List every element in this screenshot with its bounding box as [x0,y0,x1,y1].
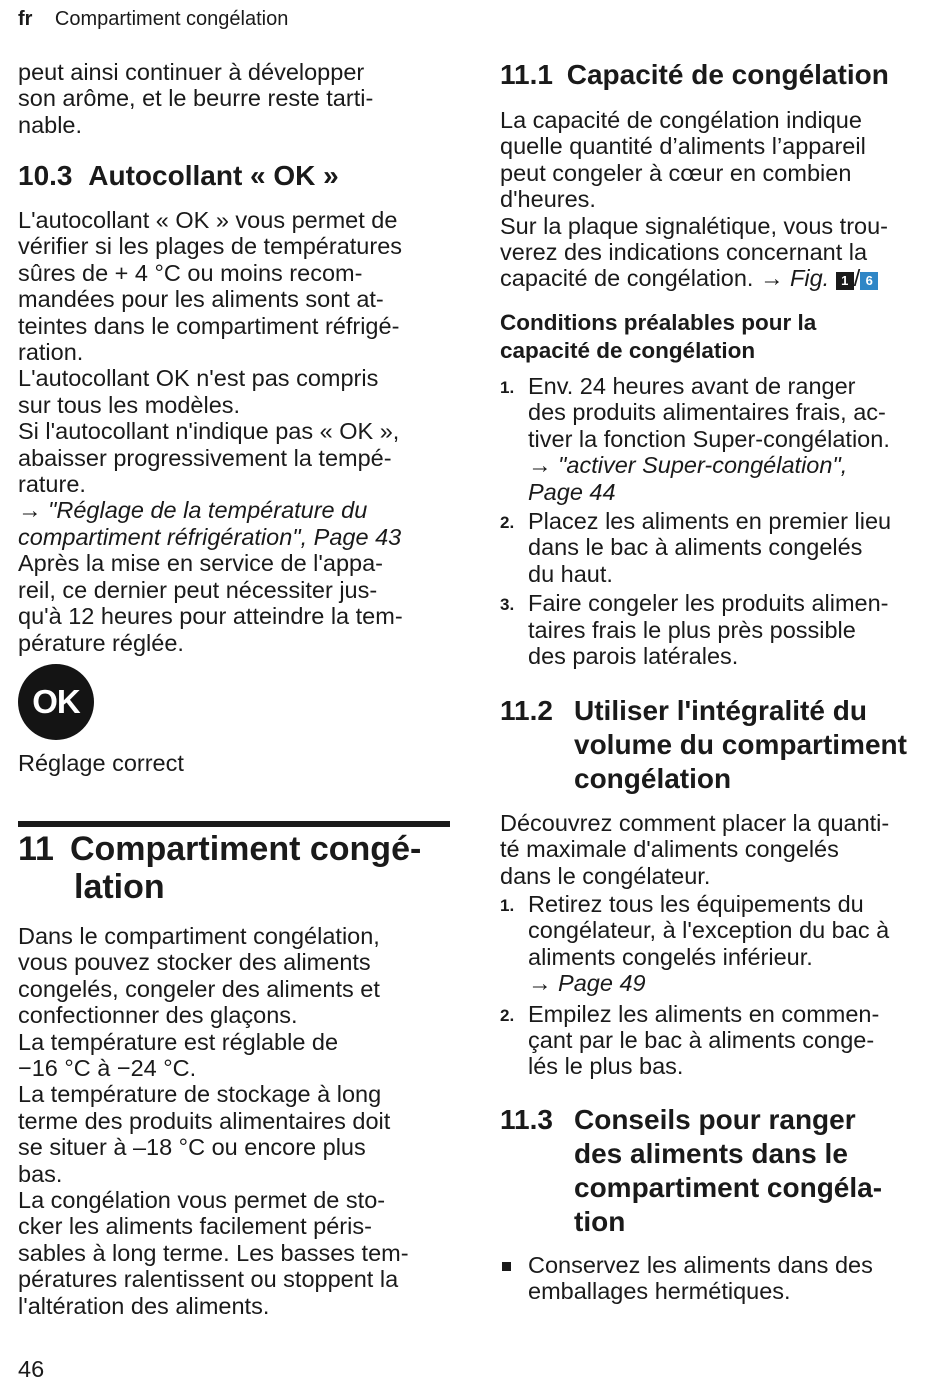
text-line: du haut. [528,560,613,587]
text-line: La congélation vous permet de sto- [18,1187,386,1214]
text-line: Découvrez comment placer la quanti- [500,810,890,836]
text-line: −16 °C à −24 °C. [18,1055,197,1082]
text-line: Placez les aliments en premier lieu [528,508,892,535]
text-line: nable. [18,111,83,138]
text-line: congelés, congeler des aliments et [18,975,380,1002]
text-line: d'heures. [500,186,596,213]
section-title: Autocollant « OK » [88,160,339,191]
figure-separator: / [853,265,861,292]
section-title-line: congélation [574,763,732,794]
chapter-11-body [18,923,458,1319]
text-line: Dans le compartiment congélation, [18,923,380,949]
ok-caption: Réglage correct [18,750,184,776]
text-line: vous pouvez stocker des aliments [18,949,371,976]
text-line: se situer à –18 °C ou encore plus [18,1134,366,1161]
text-line: congélateur, à l'exception du bac à [528,917,890,944]
intro-paragraph [18,59,458,138]
text-line: rature. [18,471,86,498]
text-line: peut ainsi continuer à développer [18,59,365,85]
section-title-line: Utiliser l'intégralité du [574,695,867,726]
text-line: teintes dans le compartiment réfrigé- [18,312,400,339]
text-line: terme des produits alimentaires doit [18,1107,391,1134]
section-title-line: des aliments dans le [574,1138,848,1169]
text-line: emballages hermétiques. [528,1278,791,1305]
text-line: La température est réglable de [18,1028,339,1055]
step-item [500,590,940,669]
text-line: peut congeler à cœur en combien [500,159,852,186]
step-number: 2. [500,513,515,533]
section-10-3-heading [18,160,339,192]
bullet-square-icon [502,1262,511,1271]
text-line: Conservez les aliments dans des [528,1252,873,1278]
text-line: quelle quantité d’aliments l’appareil [500,133,866,160]
chapter-number: 11 [18,830,54,868]
text-line: Sur la plaque signalétique, vous trou- [500,212,888,239]
cross-reference-link[interactable]: → Page 49 [528,970,646,997]
text-line: Retirez tous les équipements du [528,891,864,917]
text-line: cker les aliments facilement péris- [18,1213,372,1240]
running-header [18,8,288,31]
text-line: dans le congélateur. [500,862,711,889]
text-fragment: capacité de congélation. [500,265,754,292]
figure-number-badge[interactable]: 6 [860,272,878,290]
section-number: 11.1 [500,59,553,90]
chapter-11-heading [18,830,458,906]
text-line: pératures ralentissent ou stoppent la [18,1266,399,1293]
section-11-3-heading [500,1103,945,1239]
text-line: lés le plus bas. [528,1053,684,1080]
text-line: pérature réglée. [18,629,184,656]
figure-reference-link[interactable]: → Fig. [760,265,830,292]
section-11-1-body [500,107,940,292]
text-line: verez des indications concernant la [500,239,868,266]
text-line: des produits alimentaires frais, ac- [528,399,886,426]
text-line: Env. 24 heures avant de ranger [528,373,856,399]
section-11-2-steps [500,891,940,1080]
cross-reference-link[interactable]: Page 44 [528,478,616,505]
text-line: abaisser progressivement la tempé- [18,444,392,471]
text-line: vérifier si les plages de températures [18,233,403,260]
section-title-line: Conseils pour ranger [574,1104,856,1135]
step-item [500,1001,940,1080]
list-item [500,1252,950,1305]
text-line: taires frais le plus près possible [528,616,856,643]
text-line: té maximale d'aliments congelés [500,836,839,863]
step-item [500,373,940,505]
chapter-title: Compartiment congé- [69,830,422,868]
section-title-line: compartiment congéla- [574,1172,883,1203]
step-number: 1. [500,378,515,397]
cross-reference-link[interactable]: → "Réglage de la température du [18,497,368,524]
text-line: des parois latérales. [528,643,739,670]
section-title: Capacité de congélation [566,59,889,90]
section-title-line: volume du compartiment [574,729,907,760]
page-number: 46 [18,1356,45,1382]
text-line: aliments congelés inférieur. [528,943,813,970]
text-line: sûres de + 4 °C ou moins recom- [18,259,363,286]
step-number: 1. [500,896,515,915]
text-line: qu'à 12 heures pour atteindre la tem- [18,603,403,630]
text-line: L'autocollant OK n'est pas compris [18,365,379,392]
section-10-3-body [18,207,458,656]
text-line: La température de stockage à long [18,1081,382,1108]
text-line: Après la mise en service de l'appa- [18,550,383,577]
cross-reference-link[interactable]: → "activer Super-congélation", [528,452,848,479]
section-11-2-body [500,810,940,889]
chapter-divider [18,821,450,827]
step-item [500,891,940,997]
text-line: Empilez les aliments en commen- [528,1000,880,1027]
step-number: 2. [500,1005,515,1025]
text-line: dans le bac à aliments congelés [528,534,863,561]
header-title: Compartiment congélation [54,8,289,30]
figure-number-badge[interactable]: 1 [836,272,854,290]
subheading-line: capacité de congélation [500,338,756,363]
text-line: bas. [18,1160,63,1187]
section-11-1-heading [500,59,889,91]
text-line: tiver la fonction Super-congélation. [528,425,890,452]
step-number: 3. [500,595,515,615]
cross-reference-link[interactable]: compartiment réfrigération", Page 43 [18,523,402,550]
text-line: confectionner des glaçons. [18,1002,298,1029]
section-title-line: tion [574,1206,626,1237]
ok-sticker-icon [18,664,94,740]
ok-symbol-text: OK [32,683,80,720]
section-11-2-heading [500,694,945,796]
text-line: sur tous les modèles. [18,391,241,418]
section-number: 11.3 [500,1104,553,1135]
prerequisites-subheading [500,309,816,365]
text-line: L'autocollant « OK » vous permet de [18,207,398,233]
text-line: mandées pour les aliments sont at- [18,286,384,313]
section-number: 11.2 [500,695,553,726]
chapter-title: lation [74,868,165,906]
text-line: ration. [18,339,84,366]
text-line: La capacité de congélation indique [500,107,862,133]
subheading-line: Conditions préalables pour la [500,310,817,335]
text-line: sables à long terme. Les basses tem- [18,1239,409,1266]
prerequisites-steps [500,373,940,669]
text-line: l'altération des aliments. [18,1292,270,1319]
text-line: Faire congeler les produits alimen- [528,590,889,617]
text-line: çant par le bac à aliments conge- [528,1027,875,1054]
text-line: Si l'autocollant n'indique pas « OK », [18,418,400,445]
text-line: reil, ce dernier peut nécessiter jus- [18,576,378,603]
language-code: fr [18,8,33,30]
section-number: 10.3 [18,160,73,191]
text-line: son arôme, et le beurre reste tarti- [18,85,374,112]
step-item [500,508,940,587]
text-line [500,265,940,291]
